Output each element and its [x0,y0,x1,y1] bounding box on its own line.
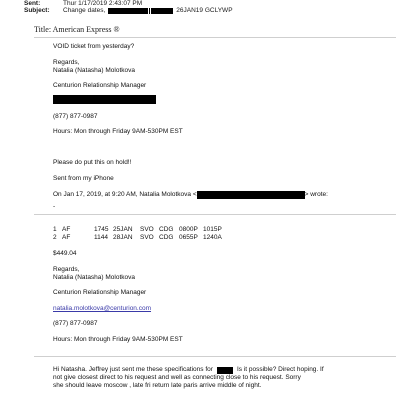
subject-suffix: 26JAN19 GCLYWP [176,7,233,14]
flight-to: CDG [159,234,174,241]
redaction-box [197,191,305,199]
email1-regards: Regards, [53,59,80,66]
email3-line1 [53,366,324,374]
email3-line1-suffix: Is it possible? Direct hoping. If [236,366,324,373]
email2-role: Centurion Relationship Manager [53,289,147,296]
email2-name: Natalia (Natasha) Molotkova [53,274,136,281]
email2-price: $449.04 [53,250,77,257]
wrote-prefix: On Jan 17, 2019, at 9:20 AM, Natalia Molotkova < [53,191,197,198]
subject-label: Subject: [24,7,50,14]
redaction-box [217,367,233,374]
flight-number: 1144 [94,234,108,241]
redaction-box [108,8,148,14]
email2-hours: Hours: Mon through Friday 9AM-530PM EST [53,336,183,343]
email2-regards: Regards, [53,266,80,273]
subject-separator [149,8,150,14]
flight-seq: 1 [53,226,57,233]
divider [34,37,396,38]
flight-carrier: AF [62,234,71,241]
divider [34,356,396,357]
email1-sent-from: Sent from my iPhone [53,175,114,182]
email3-line2: not give closest direct to his request and well as connecting close to his request. Sorry [53,374,301,381]
email1-wrote-line [53,191,328,199]
email2-phone: (877) 877-0987 [53,320,98,327]
email1-phone: (877) 877-0987 [53,113,98,120]
email1-dash: - [53,203,56,210]
flight-from: SVO [140,234,154,241]
wrote-suffix: > wrote: [304,191,328,198]
email3-line1-prefix: Hi Natasha. Jeffrey just sent me these specifications for [53,366,213,373]
flight-dep: 0655P [179,234,198,241]
flight-carrier: AF [62,226,71,233]
redaction-box [151,8,173,14]
flight-arr: 1240A [203,234,222,241]
flight-to: CDG [159,226,174,233]
subject-prefix: Change dates, [63,7,106,14]
email3-line3: she should leave moscow , late fri return late paris arrive middle of night. [53,382,262,389]
subject-value [63,7,233,15]
flight-arr: 1015P [203,226,222,233]
flight-dep: 0800P [179,226,198,233]
page-title: Title: American Express ® [34,25,120,34]
flight-row [53,226,222,234]
flight-from: SVO [140,226,154,233]
flight-date: 25JAN [113,226,133,233]
email1-hours: Hours: Mon through Friday 9AM-530PM EST [53,128,183,135]
sent-label: Sent: [24,0,41,7]
sent-value: Thur 1/17/2019 2:43:07 PM [63,0,143,7]
email1-name: Natalia (Natasha) Molotkova [53,67,136,74]
flight-date: 28JAN [113,234,133,241]
redaction-box [53,95,156,104]
flight-seq: 2 [53,234,57,241]
email2-email-link[interactable]: natalia.molotkova@centurion.com [53,305,152,312]
flight-row [53,234,222,242]
email1-hold: Please do put this on hold!! [53,159,132,166]
flight-number: 1745 [94,226,109,233]
divider [34,214,396,215]
email1-body: VOID ticket from yesterday? [53,43,135,50]
email1-role: Centurion Relationship Manager [53,82,147,89]
